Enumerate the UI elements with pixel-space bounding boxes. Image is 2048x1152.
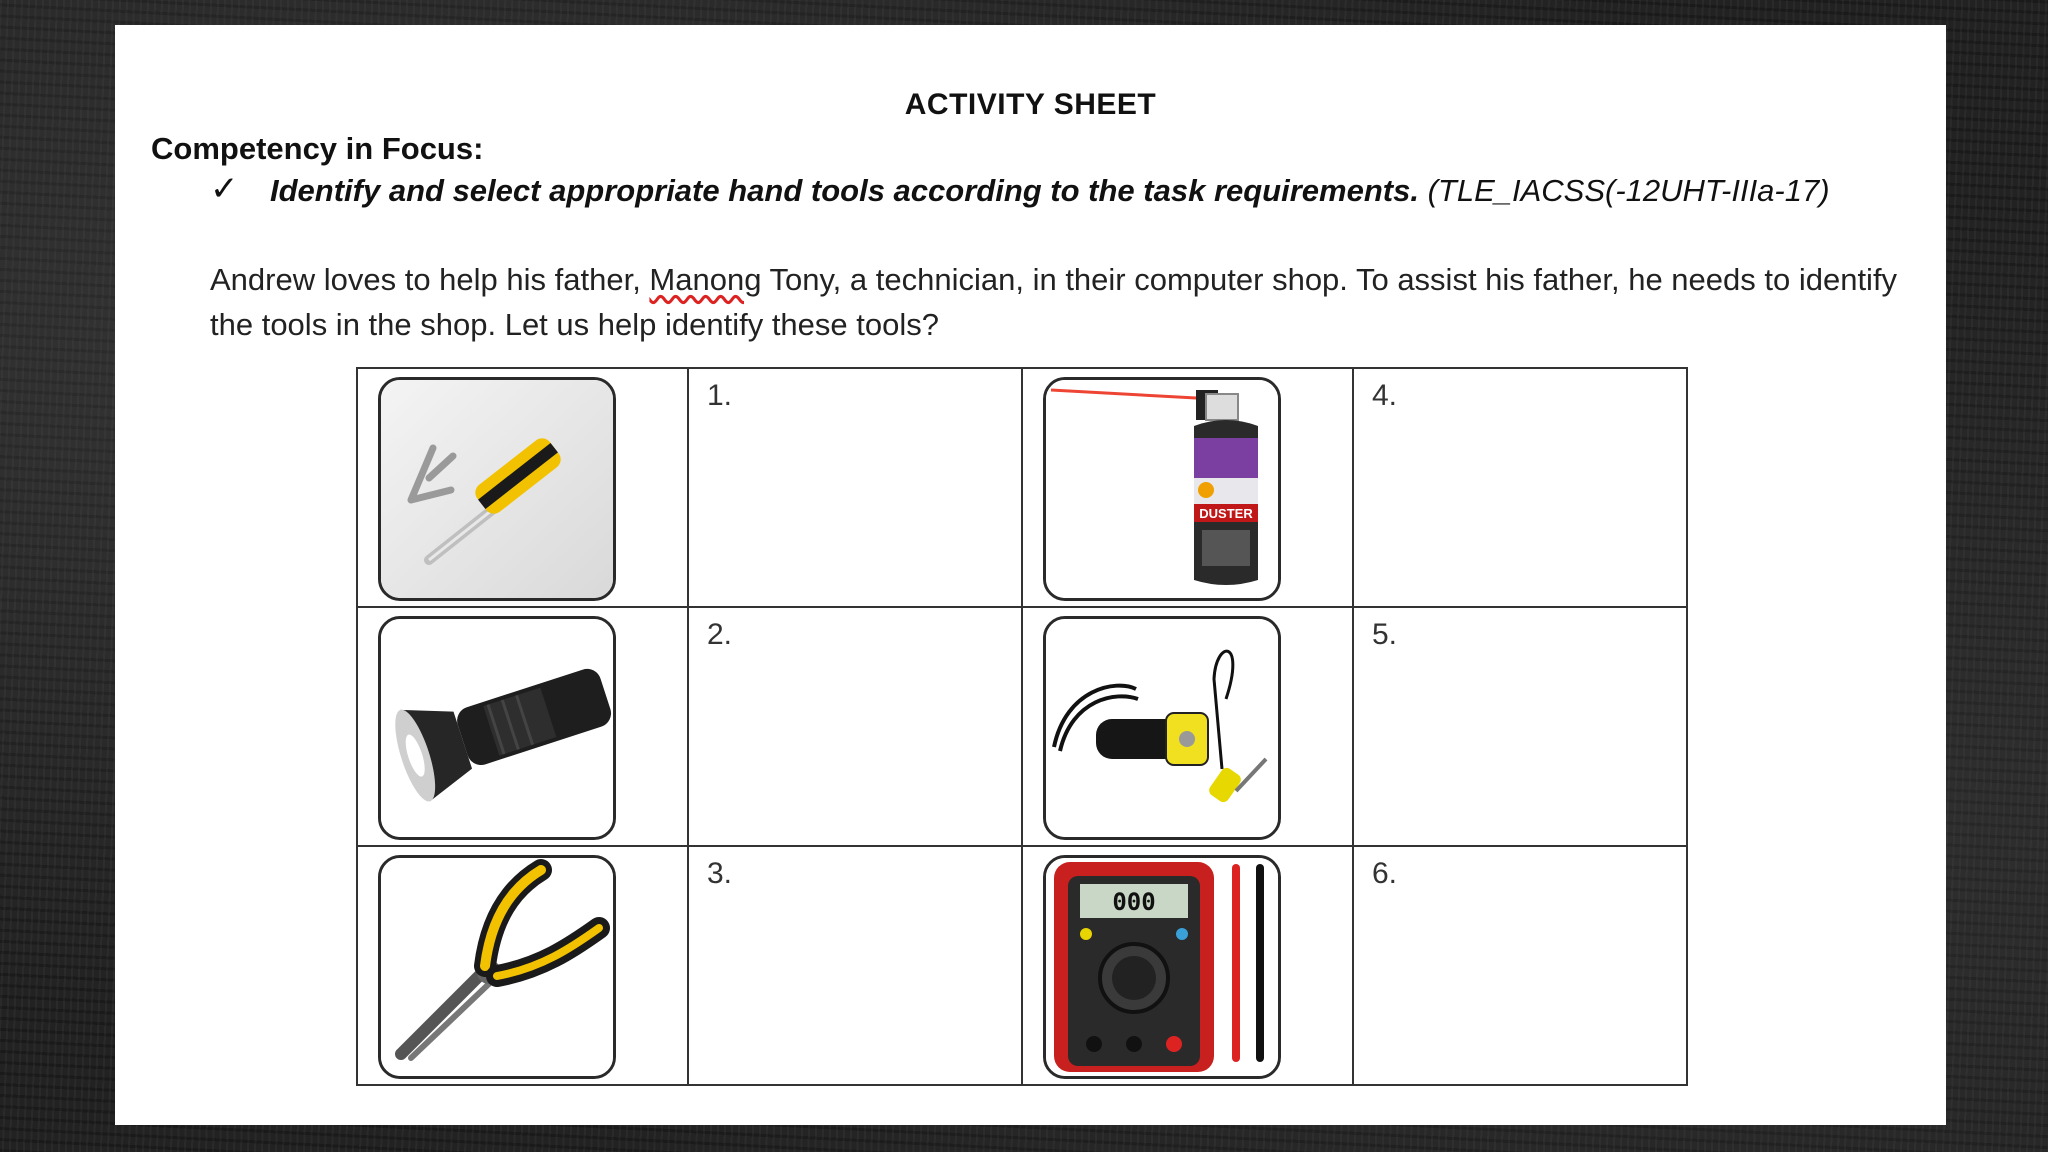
- table-row: [357, 607, 1687, 846]
- answer-cell-1[interactable]: [688, 368, 1022, 607]
- can-label: DUSTER: [1199, 506, 1253, 521]
- item-number: 1.: [707, 379, 733, 412]
- table-row: [357, 368, 1687, 607]
- antistatic-wrist-strap-icon: [1043, 616, 1281, 840]
- answer-cell-3[interactable]: [688, 846, 1022, 1085]
- activity-sheet: [115, 25, 1946, 1125]
- screwdriver-icon: [378, 377, 616, 601]
- story-paragraph: [210, 257, 1910, 347]
- item-number: 5.: [1372, 618, 1398, 651]
- image-cell-6: [1022, 846, 1353, 1085]
- item-number: 3.: [707, 857, 733, 890]
- image-cell-3: [357, 846, 688, 1085]
- competency-code: (TLE_IACSS(-12UHT-IIIa-17): [1427, 173, 1830, 208]
- story-part-2: Tony, a technician, in their computer shop. To assist his father, he needs to identify the tools in the shop. Let us help identify these tools?: [210, 262, 1898, 342]
- answer-cell-2[interactable]: [688, 607, 1022, 846]
- competency-statement: [270, 173, 1930, 209]
- item-number: 6.: [1372, 857, 1398, 890]
- image-cell-4: [1022, 368, 1353, 607]
- item-number: 4.: [1372, 379, 1398, 412]
- check-icon: ✓: [210, 169, 239, 209]
- tool-identification-table: [356, 367, 1688, 1086]
- competency-text: Identify and select appropriate hand tools according to the task requirements.: [270, 173, 1419, 208]
- answer-cell-4[interactable]: [1353, 368, 1687, 607]
- image-cell-2: [357, 607, 688, 846]
- competency-heading: Competency in Focus:: [151, 131, 484, 166]
- story-name: Manong: [649, 262, 762, 297]
- flashlight-icon: [378, 616, 616, 840]
- answer-cell-6[interactable]: [1353, 846, 1687, 1085]
- multimeter-icon: [1043, 855, 1281, 1079]
- pliers-icon: [378, 855, 616, 1079]
- image-cell-5: [1022, 607, 1353, 846]
- sheet-title: ACTIVITY SHEET: [904, 88, 1157, 121]
- multimeter-display: 000: [1112, 888, 1156, 916]
- story-part-1: Andrew loves to help his father,: [210, 262, 650, 297]
- image-cell-1: [357, 368, 688, 607]
- item-number: 2.: [707, 618, 733, 651]
- answer-cell-5[interactable]: [1353, 607, 1687, 846]
- compressed-air-can-icon: [1043, 377, 1281, 601]
- table-row: [357, 846, 1687, 1085]
